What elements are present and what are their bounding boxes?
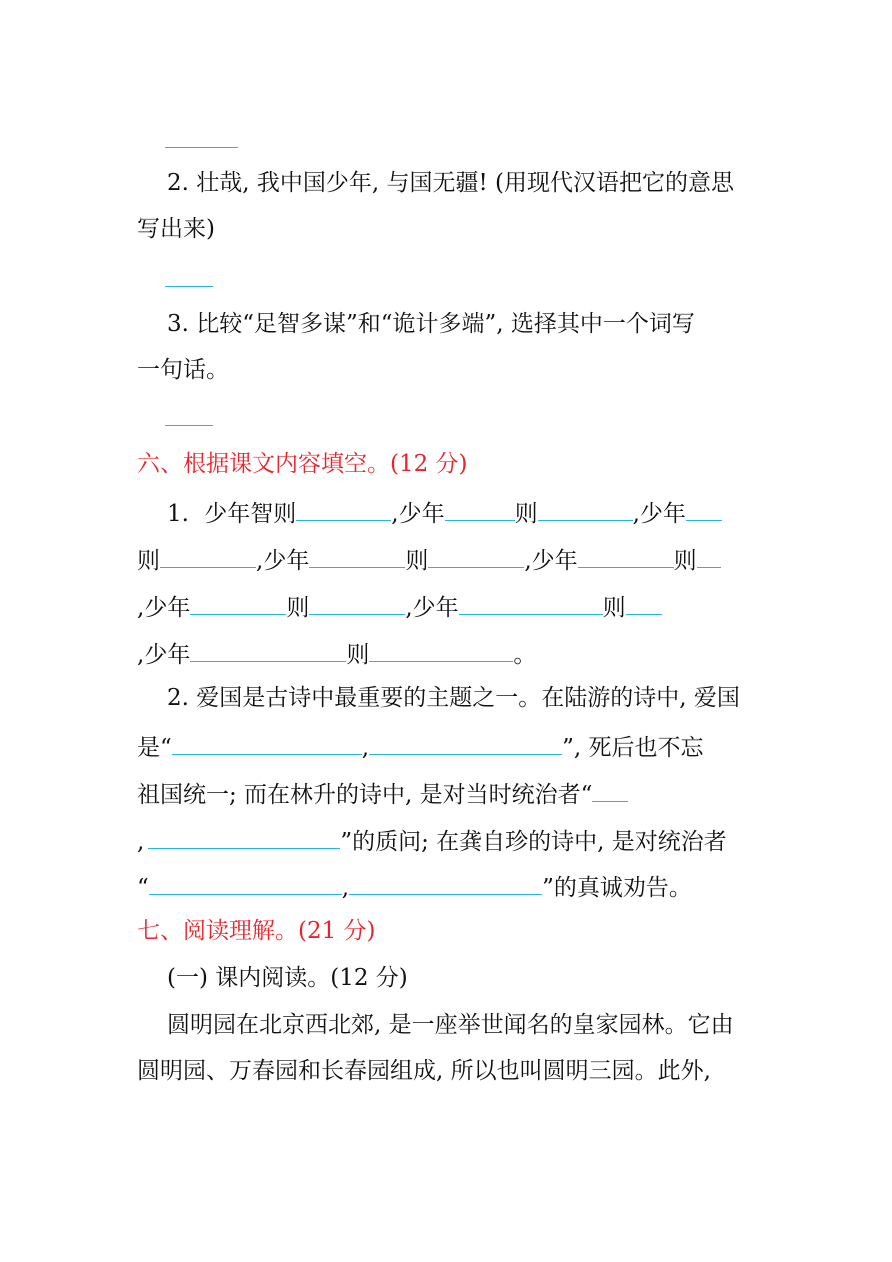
s6-q2-line1: 2. 爱国是古诗中最重要的主题之一。在陆游的诗中, 爱国 — [167, 685, 740, 711]
period: 。 — [513, 642, 537, 668]
blank[interactable] — [626, 590, 662, 615]
blank[interactable] — [309, 543, 405, 568]
blank[interactable] — [148, 824, 340, 849]
blank[interactable] — [538, 496, 633, 521]
text: 则 — [137, 548, 160, 574]
section7-heading: 七、阅读理解。(21 分) — [137, 918, 376, 944]
s6-q2-line3 — [137, 777, 628, 807]
comma: , — [256, 548, 264, 574]
blank[interactable] — [160, 543, 256, 568]
text: 则 — [346, 642, 370, 668]
blank[interactable] — [578, 543, 674, 568]
s6-q1-line3 — [137, 590, 662, 620]
s6-q2-line5 — [137, 870, 692, 900]
blank[interactable] — [445, 496, 515, 521]
answer-line-q5-3[interactable] — [165, 425, 213, 426]
text: 少年 — [144, 595, 191, 621]
blank[interactable] — [369, 637, 513, 662]
text: 则 — [514, 501, 538, 527]
answer-line-prev[interactable] — [165, 147, 238, 148]
blank[interactable] — [592, 777, 628, 802]
passage-line1: 圆明园在北京西北郊, 是一座举世闻名的皇家园林。它由 — [167, 1012, 734, 1038]
blank[interactable] — [697, 543, 721, 568]
blank[interactable] — [349, 870, 542, 895]
section6-heading: 六、根据课文内容填空。(12 分) — [137, 451, 468, 477]
q5-3-line2: 一句话。 — [137, 357, 229, 383]
blank[interactable] — [149, 870, 342, 895]
blank[interactable] — [190, 637, 346, 662]
text: “ — [137, 875, 149, 901]
text: 是“ — [137, 735, 172, 761]
text: 则 — [286, 595, 310, 621]
answer-line-q5-2[interactable] — [165, 286, 213, 287]
blank[interactable] — [309, 590, 405, 615]
s6-q1-num: 1. — [167, 501, 189, 527]
comma: , — [137, 829, 145, 855]
q5-2-line2: 写出来) — [137, 216, 215, 242]
comma: , — [137, 595, 145, 621]
comma: , — [632, 501, 640, 527]
text: 少年 — [639, 501, 686, 527]
passage-line2: 圆明园、万春园和长春园组成, 所以也叫圆明三园。此外, — [137, 1058, 711, 1084]
blank[interactable] — [190, 590, 286, 615]
text: 少年 — [412, 595, 459, 621]
blank[interactable] — [369, 730, 562, 755]
text: 少年 — [263, 548, 310, 574]
comma: , — [137, 642, 145, 668]
s6-q1-text: 少年智则 — [204, 501, 297, 527]
q5-3-line1: 3. 比较“足智多谋”和“诡计多端”, 选择其中一个词写 — [167, 311, 695, 337]
text: ”的真诚劝告。 — [542, 875, 692, 901]
comma: , — [524, 548, 532, 574]
text: 祖国统一; 而在林升的诗中, 是对当时统治者“ — [137, 782, 593, 808]
text: 少年 — [144, 642, 191, 668]
blank[interactable] — [428, 543, 524, 568]
text: 则 — [602, 595, 626, 621]
text: 少年 — [531, 548, 578, 574]
text: ”, 死后也不忘 — [562, 735, 704, 761]
blank[interactable] — [686, 496, 722, 521]
comma: , — [391, 501, 399, 527]
text: 少年 — [398, 501, 445, 527]
text: ”的质问; 在龚自珍的诗中, 是对统治者 — [340, 829, 727, 855]
s6-q2-line4 — [137, 824, 727, 854]
s6-q1-line4 — [137, 637, 536, 667]
comma: , — [341, 875, 350, 901]
s6-q1-line1 — [167, 496, 722, 526]
section7-subheading: (一) 课内阅读。(12 分) — [167, 965, 408, 991]
text: 则 — [673, 548, 697, 574]
q5-2-line1: 2. 壮哉, 我中国少年, 与国无疆! (用现代汉语把它的意思 — [167, 170, 735, 196]
blank[interactable] — [172, 730, 362, 755]
text: 则 — [405, 548, 429, 574]
blank[interactable] — [296, 496, 391, 521]
s6-q2-line2 — [137, 730, 703, 760]
s6-q1-line2 — [137, 543, 721, 573]
comma: , — [361, 735, 370, 761]
blank[interactable] — [459, 590, 603, 615]
comma: , — [405, 595, 413, 621]
